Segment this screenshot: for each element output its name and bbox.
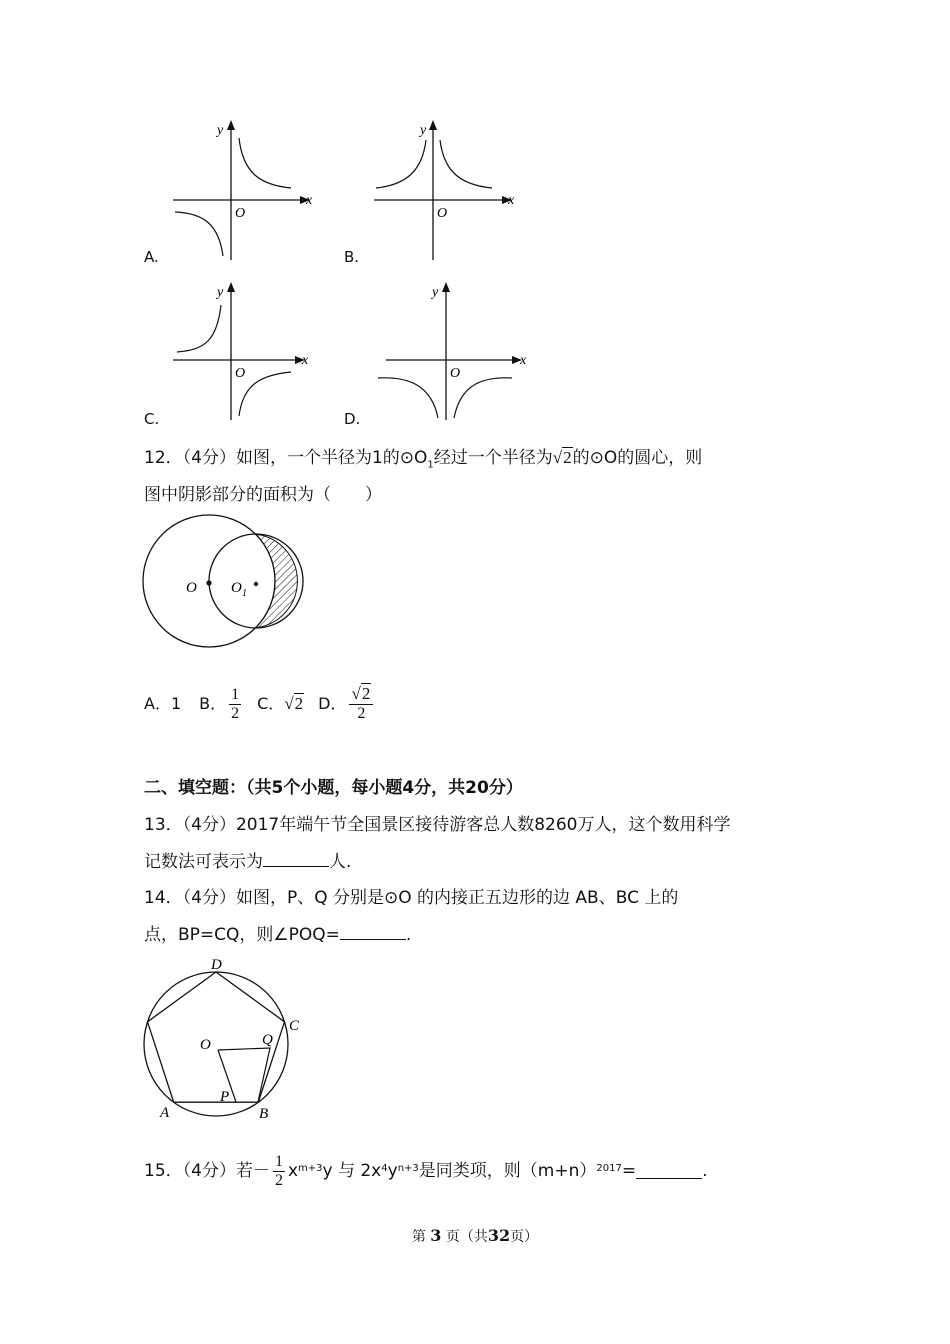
option-a-label: A. [144,248,159,266]
svg-text:Q: Q [262,1032,273,1048]
svg-text:D: D [211,957,222,973]
svg-text:y: y [217,285,224,300]
option-d-label: D. [344,410,361,428]
svg-text:O: O [235,206,246,221]
svg-text:O: O [200,1037,211,1053]
svg-text:x: x [520,353,527,368]
q12-line2: 图中阴影部分的面积为（ ） [144,485,382,505]
section-heading: 二、填空题：（共5个小题，每小题4分，共20分） [144,778,523,798]
svg-text:y: y [217,123,224,138]
svg-text:P: P [220,1089,230,1105]
svg-text:O: O [450,366,461,381]
q14-answer-blank [340,924,406,940]
svg-text:x: x [302,353,309,368]
svg-text:C: C [289,1018,300,1034]
graph-b [372,118,532,263]
q14-figure [138,952,313,1124]
svg-text:1: 1 [242,588,247,599]
q13-answer-blank [263,851,329,867]
graph-d [372,280,537,425]
q13-line1: 13．（4分）2017年端午节全国景区接待游客总人数8260万人，这个数用科学 [144,815,731,835]
option-b-label: B. [344,248,360,266]
current-page: 3 [430,1226,442,1245]
q14-line2: 点，BP=CQ，则∠POQ= . [144,925,412,945]
graph-a [165,118,325,263]
svg-text:O: O [437,206,448,221]
svg-text:O: O [186,580,197,596]
svg-text:x: x [306,193,313,208]
svg-text:x: x [508,193,515,208]
total-pages: 32 [487,1226,511,1245]
svg-text:A: A [160,1105,170,1121]
q12-figure [140,512,310,652]
option-c-label: C. [144,410,160,428]
svg-text:y: y [432,285,439,300]
graph-c [165,280,325,425]
q12-line1: 12．（4分）如图，一个半径为1的$⊙O_1$经过一个半径为√2的⊙O的圆心，则 [144,448,703,471]
svg-text:O: O [235,366,246,381]
svg-text:O: O [231,580,242,596]
q15-answer-blank [636,1163,702,1179]
svg-text:y: y [420,123,427,138]
q13-line2: 记数法可表示为 人. [144,852,352,872]
q14-line1: 14．（4分）如图，P、Q 分别是⊙O 的内接正五边形的边 AB、BC 上的 [144,888,679,908]
q12-options: A． 1 B． $\frac{1}{2}$ C． √2 D． $\frac{√2}{2}$ [144,680,376,728]
q15-line: 15．（4分）若－ $\frac{1}{2}$ x m+3 y 与 2x 4 y n+3 是同类项，则（m+n） 2017 = . [144,1152,708,1189]
page-footer: 第 3 页（共32页） [411,1226,539,1245]
svg-text:B: B [259,1106,269,1122]
